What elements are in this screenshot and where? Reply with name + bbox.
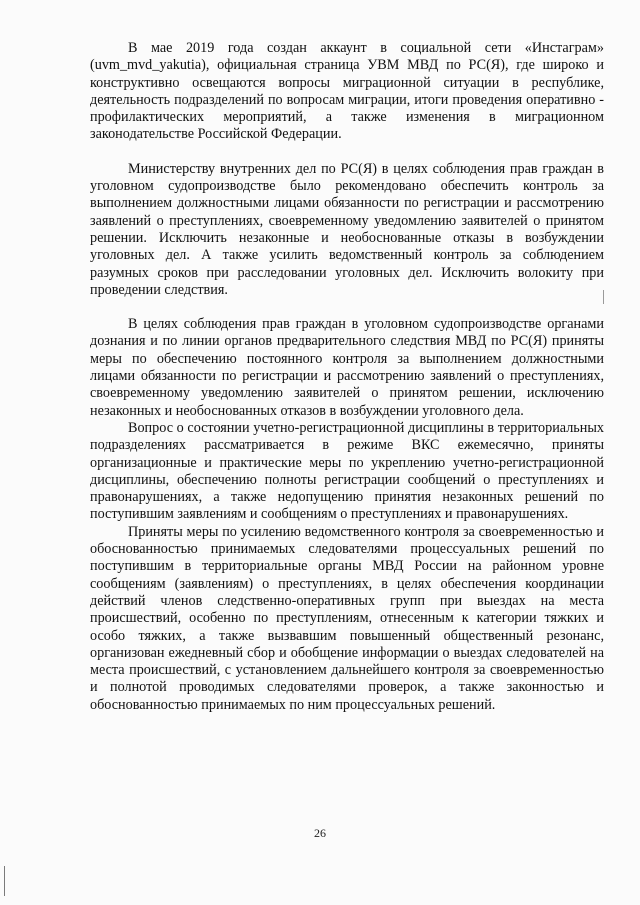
paragraph-instagram-account: В мае 2019 года создан аккаунт в социальной сети «Инстаграм» (uvm_mvd_yakutia), официальная страница УВМ МВД по РС(Я), где широко и конструктивно освещаются вопросы миграционной ситуации в республике, деятельность подразделений по вопросам миграции, итоги проведения оперативно - профилактических мероприятий, а также изменения в миграционном законодательстве Российской Федерации. <box>90 40 604 143</box>
scan-margin-line <box>603 290 604 304</box>
body-text <box>90 40 604 714</box>
paragraph-registration-discipline: Вопрос о состоянии учетно-регистрационной дисциплины в территориальных подразделениях рассматривается в режиме ВКС ежемесячно, приняты организационные и практические меры по укреплению учетно-регистрационной дисциплины, обеспечению полноты регистрации сообщений о преступлениях и правонарушениях, а также недопущению принятия незаконных решений по поступившим заявлениям и сообщениям о преступлениях и правонарушениях. <box>90 419 604 523</box>
paragraph-recommendations: Министерству внутренних дел по РС(Я) в целях соблюдения прав граждан в уголовном судопроизводстве было рекомендовано обеспечить контроль за выполнением должностными лицами обязанности по регистрации и рассмотрению заявлений о преступлениях, своевременному уведомлению заявителей о принятом решении. Исключить незаконные и необоснованные отказы в возбуждении уголовных дел. А также усилить ведомственный контроль за соблюдением разумных сроков при расследовании уголовных дел. Исключить волокиту при проведении следствия. <box>90 160 604 298</box>
scan-edge-line <box>4 866 5 896</box>
page-number: 26 <box>314 826 326 840</box>
paragraph-measures-taken: В целях соблюдения прав граждан в уголовном судопроизводстве органами дознания и по линии органов предварительного следствия МВД по РС(Я) приняты меры по обеспечению постоянного контроля за выполнением должностными лицами обязанности по регистрации и рассмотрению заявлений о преступлениях, своевременному уведомлению заявителей о принятом решении, исключению незаконных и необоснованных отказов в возбуждении уголовного дела. <box>90 316 604 419</box>
paragraph-departmental-control: Приняты меры по усилению ведомственного контроля за своевременностью и обоснованностью принимаемых следователями процессуальных решений по поступившим в территориальные органы МВД России на районном уровне сообщениям (заявлениям) о преступлениях, в целях обеспечения координации действий членов следственно-оперативных групп при выездах на места происшествий, особенно по преступлениям, отнесенным к категории тяжких и особо тяжких, а также вызвавшим повышенный общественный резонанс, организован ежедневный сбор и обобщение информации о выездах следователей на места происшествий, с установлением дальнейшего контроля за своевременностью и полнотой проводимых следователями проверок, а также законностью и обоснованностью принимаемых по ним процессуальных решений. <box>90 523 604 713</box>
